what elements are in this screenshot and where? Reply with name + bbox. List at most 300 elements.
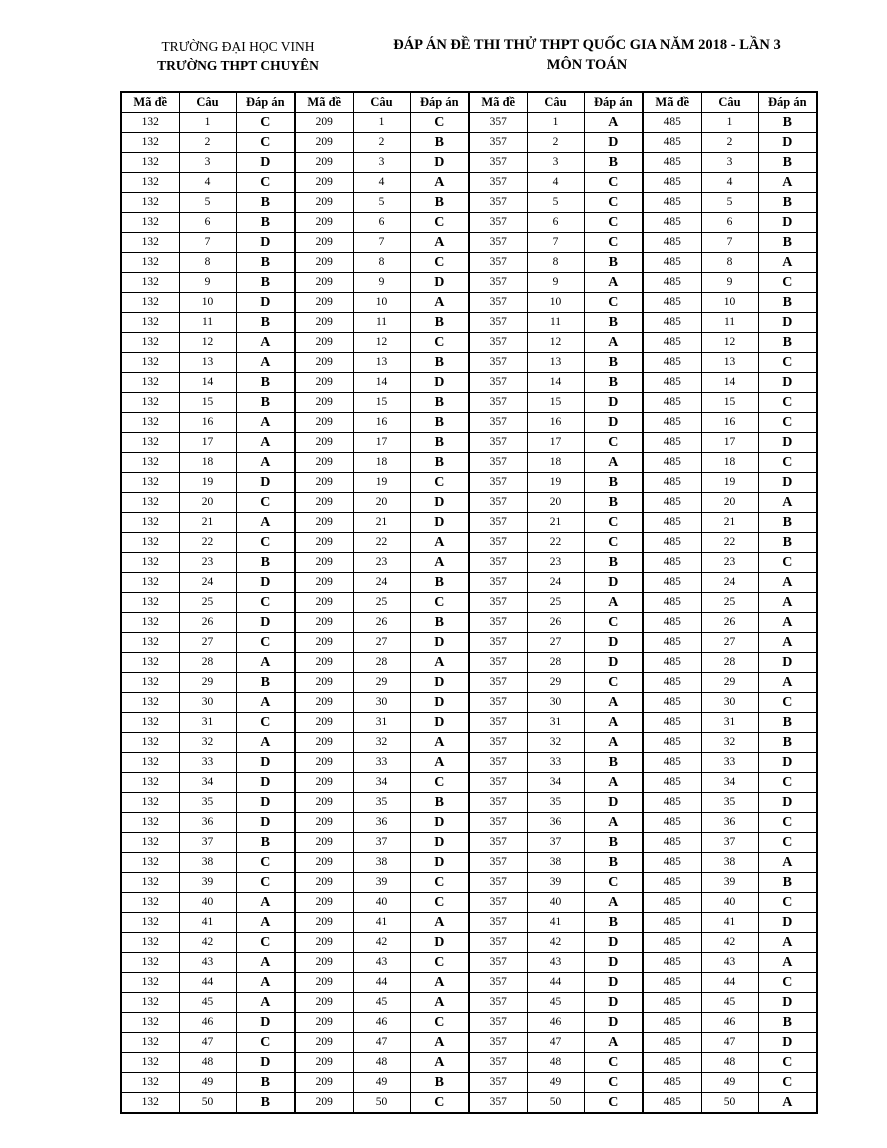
question-number-cell: 36 xyxy=(353,813,410,833)
answer-cell: D xyxy=(410,933,469,953)
answer-cell: C xyxy=(584,233,643,253)
answer-cell: B xyxy=(758,733,817,753)
answer-cell: A xyxy=(410,173,469,193)
question-number-cell: 4 xyxy=(527,173,584,193)
question-number-cell: 43 xyxy=(353,953,410,973)
question-number-cell: 47 xyxy=(179,1033,236,1053)
question-number-cell: 7 xyxy=(179,233,236,253)
question-number-cell: 17 xyxy=(353,433,410,453)
answer-cell: B xyxy=(410,433,469,453)
answer-cell: D xyxy=(758,753,817,773)
answer-cell: A xyxy=(410,293,469,313)
exam-code-cell: 357 xyxy=(469,1013,527,1033)
table-row xyxy=(121,893,817,913)
answer-cell: B xyxy=(758,293,817,313)
answer-cell: C xyxy=(758,893,817,913)
answer-cell: A xyxy=(758,633,817,653)
exam-code-cell: 485 xyxy=(643,993,701,1013)
question-number-cell: 27 xyxy=(179,633,236,653)
school-name: TRƯỜNG THPT CHUYÊN xyxy=(157,58,319,73)
answer-cell: D xyxy=(584,953,643,973)
answer-cell: A xyxy=(236,453,295,473)
exam-code-cell: 209 xyxy=(295,1053,353,1073)
question-number-cell: 27 xyxy=(527,633,584,653)
table-row xyxy=(121,153,817,173)
exam-code-cell: 209 xyxy=(295,213,353,233)
header-row xyxy=(121,92,817,113)
answer-cell: C xyxy=(584,1093,643,1114)
answer-cell: C xyxy=(236,873,295,893)
question-number-cell: 39 xyxy=(701,873,758,893)
answer-cell: B xyxy=(236,373,295,393)
exam-code-cell: 209 xyxy=(295,1013,353,1033)
answer-cell: D xyxy=(584,793,643,813)
exam-code-cell: 485 xyxy=(643,193,701,213)
question-number-cell: 1 xyxy=(179,113,236,133)
question-number-cell: 21 xyxy=(353,513,410,533)
exam-code-cell: 209 xyxy=(295,353,353,373)
question-number-cell: 37 xyxy=(353,833,410,853)
exam-code-cell: 357 xyxy=(469,913,527,933)
answer-cell: A xyxy=(410,553,469,573)
question-number-cell: 48 xyxy=(527,1053,584,1073)
exam-code-cell: 132 xyxy=(121,233,179,253)
question-number-cell: 5 xyxy=(527,193,584,213)
question-number-cell: 50 xyxy=(701,1093,758,1114)
answer-cell: D xyxy=(758,913,817,933)
answer-cell: A xyxy=(584,813,643,833)
exam-code-cell: 132 xyxy=(121,733,179,753)
question-number-cell: 8 xyxy=(527,253,584,273)
answer-cell: A xyxy=(758,573,817,593)
exam-code-cell: 132 xyxy=(121,853,179,873)
exam-code-cell: 357 xyxy=(469,833,527,853)
question-number-cell: 46 xyxy=(527,1013,584,1033)
exam-code-cell: 357 xyxy=(469,173,527,193)
exam-code-cell: 132 xyxy=(121,1093,179,1114)
question-number-cell: 32 xyxy=(179,733,236,753)
exam-code-cell: 485 xyxy=(643,413,701,433)
question-number-cell: 26 xyxy=(179,613,236,633)
answer-cell: D xyxy=(410,813,469,833)
exam-code-cell: 357 xyxy=(469,993,527,1013)
exam-code-cell: 357 xyxy=(469,753,527,773)
answer-cell: D xyxy=(236,473,295,493)
question-number-cell: 36 xyxy=(527,813,584,833)
answer-cell: B xyxy=(410,393,469,413)
question-number-cell: 12 xyxy=(527,333,584,353)
question-number-cell: 3 xyxy=(701,153,758,173)
answer-cell: C xyxy=(758,973,817,993)
question-number-cell: 40 xyxy=(527,893,584,913)
exam-code-cell: 485 xyxy=(643,773,701,793)
answer-cell: B xyxy=(410,193,469,213)
answer-cell: A xyxy=(584,713,643,733)
question-number-cell: 25 xyxy=(701,593,758,613)
answer-cell: C xyxy=(758,393,817,413)
question-number-cell: 42 xyxy=(179,933,236,953)
answer-cell: A xyxy=(758,613,817,633)
table-row xyxy=(121,293,817,313)
question-number-cell: 45 xyxy=(527,993,584,1013)
answer-cell: B xyxy=(236,393,295,413)
exam-code-cell: 132 xyxy=(121,113,179,133)
question-number-cell: 38 xyxy=(527,853,584,873)
exam-code-cell: 132 xyxy=(121,873,179,893)
question-number-cell: 31 xyxy=(179,713,236,733)
answer-cell: B xyxy=(236,673,295,693)
answer-cell: C xyxy=(584,193,643,213)
exam-code-cell: 357 xyxy=(469,873,527,893)
question-number-cell: 14 xyxy=(527,373,584,393)
exam-code-cell: 357 xyxy=(469,313,527,333)
answer-cell: B xyxy=(758,153,817,173)
exam-code-cell: 132 xyxy=(121,313,179,333)
table-row xyxy=(121,233,817,253)
table-row xyxy=(121,533,817,553)
exam-code-cell: 485 xyxy=(643,873,701,893)
question-number-cell: 24 xyxy=(179,573,236,593)
question-number-cell: 35 xyxy=(527,793,584,813)
answer-cell: C xyxy=(410,893,469,913)
question-number-cell: 8 xyxy=(179,253,236,273)
answer-cell: C xyxy=(584,173,643,193)
answer-cell: D xyxy=(410,513,469,533)
question-number-cell: 44 xyxy=(179,973,236,993)
exam-code-cell: 209 xyxy=(295,473,353,493)
question-number-cell: 30 xyxy=(527,693,584,713)
answer-cell: C xyxy=(758,773,817,793)
answer-cell: D xyxy=(584,653,643,673)
exam-code-cell: 357 xyxy=(469,793,527,813)
answer-cell: B xyxy=(410,353,469,373)
exam-code-cell: 209 xyxy=(295,793,353,813)
answer-cell: D xyxy=(758,473,817,493)
university-name: TRƯỜNG ĐẠI HỌC VINH xyxy=(161,39,315,54)
table-row xyxy=(121,713,817,733)
exam-code-cell: 132 xyxy=(121,173,179,193)
exam-code-cell: 132 xyxy=(121,393,179,413)
answer-cell: A xyxy=(236,653,295,673)
answer-cell: A xyxy=(758,1093,817,1114)
exam-code-cell: 357 xyxy=(469,453,527,473)
answer-cell: C xyxy=(758,453,817,473)
exam-code-cell: 209 xyxy=(295,633,353,653)
answer-cell: C xyxy=(236,633,295,653)
answer-cell: B xyxy=(758,113,817,133)
question-number-cell: 11 xyxy=(527,313,584,333)
exam-code-cell: 209 xyxy=(295,513,353,533)
question-number-cell: 7 xyxy=(527,233,584,253)
exam-code-cell: 132 xyxy=(121,1053,179,1073)
answer-cell: C xyxy=(584,293,643,313)
exam-code-cell: 485 xyxy=(643,493,701,513)
question-number-cell: 43 xyxy=(527,953,584,973)
answer-cell: B xyxy=(236,833,295,853)
table-row xyxy=(121,413,817,433)
exam-code-cell: 485 xyxy=(643,853,701,873)
question-number-cell: 34 xyxy=(179,773,236,793)
answer-cell: C xyxy=(758,1053,817,1073)
answer-cell: A xyxy=(758,253,817,273)
answer-cell: C xyxy=(758,813,817,833)
answer-cell: C xyxy=(410,773,469,793)
answer-cell: C xyxy=(584,513,643,533)
answer-cell: D xyxy=(236,1013,295,1033)
exam-code-cell: 209 xyxy=(295,413,353,433)
question-number-cell: 3 xyxy=(179,153,236,173)
exam-code-cell: 132 xyxy=(121,1073,179,1093)
exam-code-cell: 209 xyxy=(295,833,353,853)
table-row xyxy=(121,993,817,1013)
question-number-cell: 37 xyxy=(179,833,236,853)
exam-code-cell: 209 xyxy=(295,133,353,153)
table-row xyxy=(121,853,817,873)
exam-code-cell: 132 xyxy=(121,293,179,313)
answer-cell: B xyxy=(584,853,643,873)
question-number-cell: 35 xyxy=(179,793,236,813)
question-number-cell: 23 xyxy=(353,553,410,573)
exam-code-cell: 132 xyxy=(121,813,179,833)
answer-header: Đáp án xyxy=(410,92,469,113)
question-number-cell: 28 xyxy=(353,653,410,673)
answer-cell: B xyxy=(584,913,643,933)
answer-cell: C xyxy=(236,173,295,193)
answer-cell: C xyxy=(236,493,295,513)
answer-cell: B xyxy=(584,353,643,373)
answer-cell: B xyxy=(758,873,817,893)
question-number-cell: 38 xyxy=(701,853,758,873)
question-number-cell: 19 xyxy=(179,473,236,493)
exam-code-cell: 209 xyxy=(295,533,353,553)
question-number-cell: 37 xyxy=(701,833,758,853)
answer-cell: C xyxy=(410,873,469,893)
exam-code-cell: 209 xyxy=(295,153,353,173)
answer-cell: A xyxy=(236,893,295,913)
table-row xyxy=(121,973,817,993)
question-number-cell: 22 xyxy=(353,533,410,553)
answer-cell: C xyxy=(236,533,295,553)
answer-cell: D xyxy=(236,773,295,793)
exam-code-cell: 485 xyxy=(643,613,701,633)
table-row xyxy=(121,273,817,293)
exam-code-cell: 485 xyxy=(643,473,701,493)
exam-code-cell: 357 xyxy=(469,733,527,753)
exam-code-cell: 209 xyxy=(295,1033,353,1053)
answer-cell: C xyxy=(584,613,643,633)
exam-code-cell: 209 xyxy=(295,853,353,873)
question-number-cell: 13 xyxy=(179,353,236,373)
answer-cell: B xyxy=(410,133,469,153)
question-number-cell: 41 xyxy=(701,913,758,933)
question-number-cell: 7 xyxy=(701,233,758,253)
exam-code-cell: 209 xyxy=(295,653,353,673)
answer-cell: B xyxy=(758,533,817,553)
table-row xyxy=(121,633,817,653)
exam-code-cell: 485 xyxy=(643,173,701,193)
table-row xyxy=(121,613,817,633)
answer-cell: A xyxy=(236,693,295,713)
question-number-cell: 34 xyxy=(353,773,410,793)
answer-cell: D xyxy=(410,673,469,693)
answer-cell: C xyxy=(758,413,817,433)
question-number-cell: 44 xyxy=(353,973,410,993)
exam-code-cell: 485 xyxy=(643,713,701,733)
exam-code-cell: 209 xyxy=(295,173,353,193)
question-number-cell: 18 xyxy=(179,453,236,473)
question-number-cell: 14 xyxy=(353,373,410,393)
question-number-cell: 40 xyxy=(179,893,236,913)
question-number-cell: 8 xyxy=(353,253,410,273)
exam-code-cell: 132 xyxy=(121,573,179,593)
question-number-cell: 38 xyxy=(353,853,410,873)
question-number-cell: 21 xyxy=(179,513,236,533)
exam-code-cell: 132 xyxy=(121,793,179,813)
table-row xyxy=(121,813,817,833)
answer-cell: A xyxy=(584,453,643,473)
question-number-cell: 30 xyxy=(353,693,410,713)
question-number-cell: 15 xyxy=(701,393,758,413)
answer-cell: D xyxy=(236,153,295,173)
exam-code-cell: 485 xyxy=(643,393,701,413)
exam-code-cell: 209 xyxy=(295,693,353,713)
answer-cell: D xyxy=(410,693,469,713)
exam-code-cell: 209 xyxy=(295,253,353,273)
answer-cell: D xyxy=(236,233,295,253)
question-number-cell: 30 xyxy=(701,693,758,713)
answer-cell: A xyxy=(236,433,295,453)
code-header: Mã đề xyxy=(469,92,527,113)
answer-cell: A xyxy=(236,973,295,993)
answer-cell: A xyxy=(584,773,643,793)
code-header: Mã đề xyxy=(121,92,179,113)
question-number-cell: 45 xyxy=(701,993,758,1013)
question-number-cell: 5 xyxy=(179,193,236,213)
answer-cell: B xyxy=(584,553,643,573)
answer-cell: B xyxy=(584,753,643,773)
question-number-cell: 39 xyxy=(527,873,584,893)
exam-code-cell: 357 xyxy=(469,193,527,213)
answer-cell: C xyxy=(584,873,643,893)
answer-cell: B xyxy=(236,313,295,333)
table-row xyxy=(121,373,817,393)
answer-cell: D xyxy=(584,573,643,593)
exam-code-cell: 132 xyxy=(121,713,179,733)
question-number-cell: 17 xyxy=(179,433,236,453)
question-number-cell: 16 xyxy=(701,413,758,433)
answer-cell: D xyxy=(410,833,469,853)
exam-code-cell: 357 xyxy=(469,473,527,493)
table-row xyxy=(121,433,817,453)
answer-cell: D xyxy=(410,273,469,293)
exam-code-cell: 132 xyxy=(121,373,179,393)
question-number-cell: 8 xyxy=(701,253,758,273)
answer-cell: D xyxy=(410,853,469,873)
exam-code-cell: 209 xyxy=(295,813,353,833)
question-number-cell: 40 xyxy=(353,893,410,913)
exam-code-cell: 132 xyxy=(121,933,179,953)
question-number-cell: 31 xyxy=(701,713,758,733)
exam-code-cell: 357 xyxy=(469,373,527,393)
exam-code-cell: 209 xyxy=(295,773,353,793)
question-number-cell: 45 xyxy=(179,993,236,1013)
exam-code-cell: 132 xyxy=(121,893,179,913)
table-row xyxy=(121,1073,817,1093)
question-number-cell: 49 xyxy=(353,1073,410,1093)
question-number-cell: 37 xyxy=(527,833,584,853)
answer-cell: A xyxy=(584,113,643,133)
exam-code-cell: 357 xyxy=(469,253,527,273)
answer-cell: B xyxy=(236,1073,295,1093)
question-number-cell: 14 xyxy=(179,373,236,393)
answer-cell: A xyxy=(236,333,295,353)
exam-code-cell: 485 xyxy=(643,573,701,593)
exam-code-cell: 132 xyxy=(121,993,179,1013)
table-row xyxy=(121,1013,817,1033)
answer-cell: C xyxy=(236,1033,295,1053)
question-number-cell: 23 xyxy=(701,553,758,573)
answer-cell: A xyxy=(758,673,817,693)
exam-code-cell: 132 xyxy=(121,253,179,273)
exam-code-cell: 209 xyxy=(295,873,353,893)
exam-code-cell: 132 xyxy=(121,913,179,933)
answer-cell: C xyxy=(410,1013,469,1033)
exam-code-cell: 132 xyxy=(121,513,179,533)
question-number-cell: 14 xyxy=(701,373,758,393)
question-number-cell: 28 xyxy=(527,653,584,673)
exam-code-cell: 209 xyxy=(295,113,353,133)
exam-code-cell: 485 xyxy=(643,1093,701,1114)
answer-cell: D xyxy=(236,293,295,313)
answer-cell: D xyxy=(584,973,643,993)
exam-code-cell: 357 xyxy=(469,513,527,533)
question-number-cell: 31 xyxy=(527,713,584,733)
question-number-cell: 15 xyxy=(179,393,236,413)
question-number-cell: 43 xyxy=(701,953,758,973)
question-number-cell: 7 xyxy=(353,233,410,253)
exam-code-cell: 209 xyxy=(295,1093,353,1114)
table-row xyxy=(121,553,817,573)
exam-code-cell: 132 xyxy=(121,493,179,513)
exam-code-cell: 209 xyxy=(295,333,353,353)
exam-code-cell: 132 xyxy=(121,273,179,293)
question-number-cell: 32 xyxy=(701,733,758,753)
answer-cell: A xyxy=(236,993,295,1013)
question-number-cell: 4 xyxy=(701,173,758,193)
answer-cell: D xyxy=(584,993,643,1013)
answer-cell: D xyxy=(758,133,817,153)
answer-header: Đáp án xyxy=(584,92,643,113)
question-number-cell: 19 xyxy=(701,473,758,493)
table-row xyxy=(121,733,817,753)
question-number-cell: 21 xyxy=(701,513,758,533)
answer-cell: A xyxy=(584,593,643,613)
answer-cell: D xyxy=(584,933,643,953)
question-number-cell: 32 xyxy=(353,733,410,753)
answer-cell: B xyxy=(410,313,469,333)
question-number-cell: 12 xyxy=(701,333,758,353)
question-number-cell: 2 xyxy=(353,133,410,153)
exam-code-cell: 485 xyxy=(643,933,701,953)
exam-code-cell: 132 xyxy=(121,833,179,853)
question-number-cell: 2 xyxy=(527,133,584,153)
table-row xyxy=(121,173,817,193)
exam-code-cell: 485 xyxy=(643,313,701,333)
answer-cell: B xyxy=(584,373,643,393)
exam-code-cell: 357 xyxy=(469,633,527,653)
document-header xyxy=(362,35,812,75)
answer-cell: A xyxy=(410,533,469,553)
